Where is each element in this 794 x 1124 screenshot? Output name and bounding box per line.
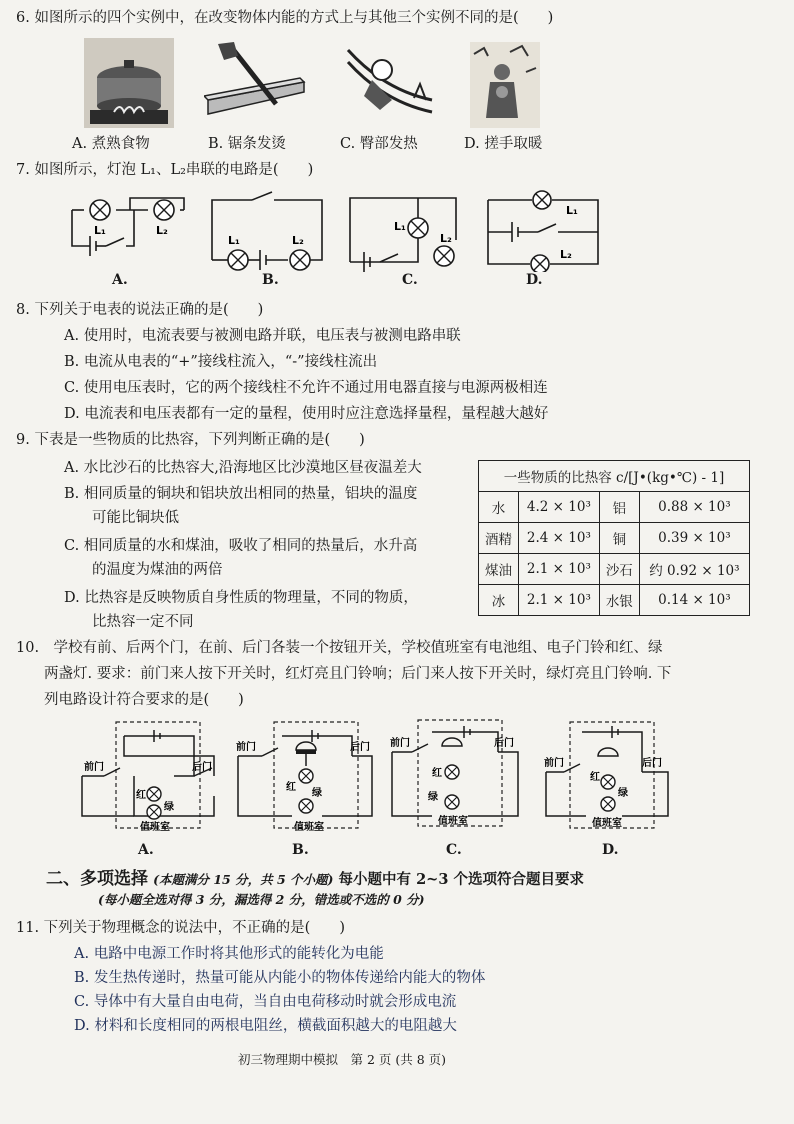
q9-option-b-cont: 可能比铜块低 bbox=[92, 510, 179, 526]
q6-option-a: A. 煮熟食物 bbox=[72, 136, 150, 152]
svg-text:绿: 绿 bbox=[618, 788, 628, 799]
lamp-icon bbox=[533, 191, 551, 209]
lamp-icon bbox=[147, 805, 161, 819]
section2-note: (本题满分 15 分，共 5 个小题) bbox=[153, 872, 334, 887]
q6-stem: 6. 如图所示的四个实例中，在改变物体内能的方式上与其他三个实例不同的是( ) bbox=[16, 10, 554, 26]
svg-text:L₂: L₂ bbox=[560, 248, 572, 261]
section2-title: 二、多项选择 bbox=[46, 869, 148, 889]
specific-heat-table bbox=[478, 460, 750, 616]
q10-circuit-c bbox=[388, 716, 538, 834]
svg-text:值班室: 值班室 bbox=[592, 818, 622, 829]
svg-text:红: 红 bbox=[136, 790, 146, 801]
svg-text:后门: 后门 bbox=[642, 758, 662, 769]
lamp-icon bbox=[601, 797, 615, 811]
q8-option-b: B. 电流从电表的“+”接线柱流入，“-”接线柱流出 bbox=[64, 354, 378, 370]
table-header: 一些物质的比热容 c/[J•(kg•℃) - 1] bbox=[479, 461, 750, 492]
lamp-icon bbox=[445, 765, 459, 779]
table-row: 冰 2.1 × 10³ 水银 0.14 × 10³ bbox=[479, 585, 750, 616]
q11-option-a: A. 电路中电源工作时将其他形式的能转化为电能 bbox=[74, 946, 384, 962]
slide-child-image bbox=[344, 40, 436, 130]
q10-caption-c: C. bbox=[446, 842, 462, 858]
q7-circuit-b bbox=[206, 190, 330, 272]
lamp-icon bbox=[445, 795, 459, 809]
svg-text:绿: 绿 bbox=[164, 802, 174, 813]
q10-circuit-b bbox=[232, 716, 382, 834]
q9-option-d-cont: 比热容一定不同 bbox=[92, 614, 194, 630]
svg-text:红: 红 bbox=[432, 768, 442, 779]
q8-option-d: D. 电流表和电压表都有一定的量程，使用时应注意选择量程，量程越大越好 bbox=[64, 406, 549, 422]
svg-text:L₁: L₁ bbox=[394, 220, 406, 233]
q7-caption-a: A. bbox=[112, 272, 128, 288]
q11-option-c: C. 导体中有大量自由电荷，当自由电荷移动时就会形成电流 bbox=[74, 994, 457, 1010]
bell-icon bbox=[296, 750, 316, 754]
lamp-icon bbox=[228, 250, 248, 270]
q7-circuit-d bbox=[482, 190, 606, 272]
q6-option-d: D. 搓手取暖 bbox=[464, 136, 543, 152]
q8-stem: 8. 下列关于电表的说法正确的是( ) bbox=[16, 302, 264, 318]
section2-scoring: (每小题全选对得 3 分，漏选得 2 分，错选或不选的 0 分) bbox=[98, 892, 425, 907]
cooking-pot-image bbox=[84, 38, 174, 128]
svg-text:后门: 后门 bbox=[494, 738, 514, 749]
svg-text:后门: 后门 bbox=[192, 762, 212, 773]
q10-caption-d: D. bbox=[602, 842, 619, 858]
q9-option-d: D. 比热容是反映物质自身性质的物理量，不同的物质， bbox=[64, 590, 418, 606]
svg-text:前门: 前门 bbox=[390, 738, 410, 749]
q11-stem: 11. 下列关于物理概念的说法中，不正确的是( ) bbox=[16, 920, 345, 936]
saw-wood-image bbox=[204, 42, 308, 124]
svg-text:值班室: 值班室 bbox=[294, 822, 324, 833]
lamp-icon bbox=[290, 250, 310, 270]
lamp-icon bbox=[601, 775, 615, 789]
lamp-icon bbox=[299, 799, 313, 813]
q10-caption-a: A. bbox=[138, 842, 154, 858]
q7-circuit-a bbox=[66, 190, 190, 262]
section2-rest: 每小题中有 2~3 个选项符合题目要求 bbox=[338, 871, 584, 888]
table-row: 水 4.2 × 10³ 铝 0.88 × 10³ bbox=[479, 492, 750, 523]
q7-circuit-c bbox=[344, 190, 468, 272]
lamp-icon bbox=[147, 787, 161, 801]
q7-stem: 7. 如图所示，灯泡 L₁、L₂串联的电路是( ) bbox=[16, 162, 314, 178]
q7-caption-d: D. bbox=[526, 272, 543, 288]
q10-circuit-a bbox=[74, 716, 224, 834]
label-l1: L₁ bbox=[94, 224, 106, 237]
q10-circuit-d bbox=[542, 716, 692, 834]
q10-stem-line3: 列电路设计符合要求的是( ) bbox=[44, 692, 244, 708]
q10-stem-line1: 10. 学校有前、后两个门，在前、后门各装一个按钮开关，学校值班室有电池组、电子门铃和红、绿 bbox=[16, 640, 663, 656]
svg-text:绿: 绿 bbox=[312, 788, 322, 799]
svg-text:红: 红 bbox=[590, 772, 600, 783]
q11-option-b: B. 发生热传递时，热量可能从内能小的物体传递给内能大的物体 bbox=[74, 970, 486, 986]
q7-caption-b: B. bbox=[262, 272, 279, 288]
lamp-icon bbox=[299, 769, 313, 783]
section2-heading bbox=[46, 864, 584, 890]
q6-option-b: B. 锯条发烫 bbox=[208, 136, 286, 152]
q9-option-c-cont: 的温度为煤油的两倍 bbox=[92, 562, 223, 578]
q8-option-c: C. 使用电压表时，它的两个接线柱不允许不通过用电器直接与电源两极相连 bbox=[64, 380, 548, 396]
q8-option-a: A. 使用时，电流表要与被测电路并联，电压表与被测电路串联 bbox=[64, 328, 461, 344]
table-row: 酒精 2.4 × 10³ 铜 0.39 × 10³ bbox=[479, 523, 750, 554]
page-footer: 初三物理期中模拟 第 2 页 (共 8 页) bbox=[238, 1052, 447, 1067]
svg-text:红: 红 bbox=[286, 782, 296, 793]
svg-text:前门: 前门 bbox=[84, 762, 104, 773]
svg-text:L₂: L₂ bbox=[440, 232, 452, 245]
lamp-icon bbox=[434, 246, 454, 266]
lamp-icon bbox=[90, 200, 110, 220]
svg-text:L₁: L₁ bbox=[228, 234, 240, 247]
q6-option-c: C. 臀部发热 bbox=[340, 136, 418, 152]
svg-text:绿: 绿 bbox=[428, 792, 438, 803]
lamp-icon bbox=[408, 218, 428, 238]
svg-text:L₁: L₁ bbox=[566, 204, 578, 217]
label-l2: L₂ bbox=[156, 224, 168, 237]
svg-text:后门: 后门 bbox=[350, 742, 370, 753]
svg-text:前门: 前门 bbox=[236, 742, 256, 753]
q7-caption-c: C. bbox=[402, 272, 418, 288]
q11-option-d: D. 材料和长度相同的两根电阻丝，横截面积越大的电阻越大 bbox=[74, 1018, 457, 1034]
q10-stem-line2: 两盏灯. 要求：前门来人按下开关时，红灯亮且门铃响；后门来人按下开关时，绿灯亮且门铃响. 下 bbox=[44, 666, 672, 682]
svg-text:值班室: 值班室 bbox=[438, 816, 468, 827]
q9-option-a: A. 水比沙石的比热容大,沿海地区比沙漠地区昼夜温差大 bbox=[64, 460, 422, 476]
lamp-icon bbox=[531, 255, 549, 272]
table-row: 煤油 2.1 × 10³ 沙石 约 0.92 × 10³ bbox=[479, 554, 750, 585]
rub-hands-image bbox=[470, 42, 540, 128]
lamp-icon bbox=[154, 200, 174, 220]
q10-caption-b: B. bbox=[292, 842, 309, 858]
svg-text:前门: 前门 bbox=[544, 758, 564, 769]
svg-text:L₂: L₂ bbox=[292, 234, 304, 247]
q9-option-b: B. 相同质量的铜块和铝块放出相同的热量，铝块的温度 bbox=[64, 486, 418, 502]
q9-option-c: C. 相同质量的水和煤油，吸收了相同的热量后，水升高 bbox=[64, 538, 418, 554]
q9-stem: 9. 下表是一些物质的比热容，下列判断正确的是( ) bbox=[16, 432, 365, 448]
svg-text:值班室: 值班室 bbox=[140, 822, 170, 833]
